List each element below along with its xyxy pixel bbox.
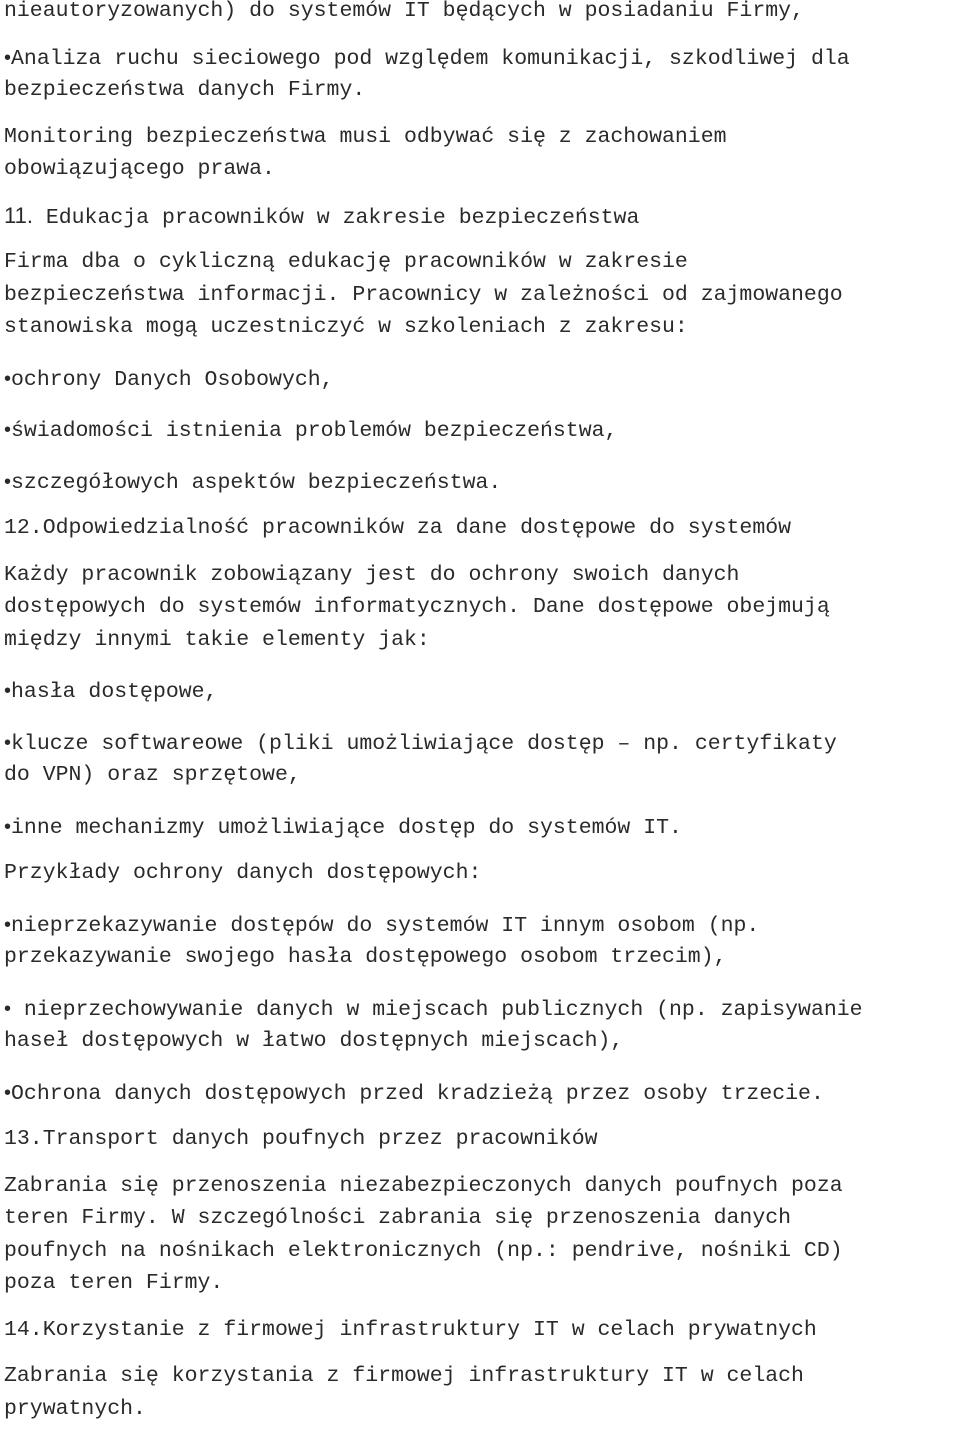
bullet-item [4,1077,956,1110]
text-line: Ochrona danych dostępowych przed kradzieżą przez osoby trzecie. [11,1081,824,1106]
section-heading [4,512,956,545]
text-line: ochrony Danych Osobowych, [11,367,334,392]
text-line: bezpieczeństwa informacji. Pracownicy w zależności od zajmowanego [4,282,843,307]
text-line: klucze softwareowe (pliki umożliwiające dostęp – np. certyfikaty [11,731,837,756]
paragraph [4,857,956,890]
text-line: świadomości istnienia problemów bezpieczeństwa, [11,419,618,443]
document-page [4,0,956,1425]
bullet-item [4,675,956,708]
text-line: Każdy pracownik zobowiązany jest do ochrony swoich danych [4,562,740,587]
text-line: haseł dostępowych w łatwo dostępnych miejscach), [4,1029,624,1053]
bullet-item [4,42,956,107]
section-title: 12.Odpowiedzialność pracowników za dane dostępowe do systemów [4,516,792,540]
text-line: poza teren Firmy. [4,1271,224,1295]
paragraph [4,246,956,344]
text-line: Zabrania się przenoszenia niezabezpieczonych danych poufnych poza [4,1173,843,1198]
text-line: inne mechanizmy umożliwiające dostęp do systemów IT. [11,815,682,840]
text-line: dostępowych do systemów informatycznych. Dane dostępowe obejmują [4,595,830,619]
bullet-icon: • [4,913,12,936]
text-line: obowiązującego prawa. [4,157,275,181]
text-line: nieprzekazywanie dostępów do systemów IT innym osobom (np. [11,913,760,938]
bullet-item [4,414,956,447]
bullet-icon: • [4,815,12,838]
text-line: poufnych na nośnikach elektronicznych (np.: pendrive, nośniki CD) [4,1238,843,1263]
text-line: hasła dostępowe, [11,680,218,704]
text-line: między innymi takie elementy jak: [4,627,430,652]
bullet-item [4,909,956,974]
text-line: przekazywanie swojego hasła dostępowego osobom trzecim), [4,945,727,969]
bullet-icon: • [4,680,12,702]
paragraph [4,0,956,28]
section-title: Edukacja pracowników w zakresie bezpieczeństwa [32,205,640,230]
bullet-icon: • [4,731,12,754]
text-line: Firma dba o cykliczną edukację pracowników w zakresie [4,250,688,274]
text-line: nieprzechowywanie danych w miejscach publicznych (np. zapisywanie [11,997,863,1022]
bullet-item [4,811,956,844]
bullet-item [4,363,956,396]
text-line: Analiza ruchu sieciowego pod względem komunikacji, szkodliwej dla [11,46,850,71]
section-number: 11. [4,202,33,228]
section-heading [4,1314,956,1347]
text-line: stanowiska mogą uczestniczyć w szkoleniach z zakresu: [4,315,688,339]
text-line: nieautoryzowanych) do systemów IT będących w posiadaniu Firmy, [4,0,804,23]
bullet-item [4,727,956,792]
section-heading [4,1123,956,1156]
bullet-icon: • [4,470,12,493]
bullet-icon: • [4,419,12,441]
text-line: teren Firmy. W szczególności zabrania się przenoszenia danych [4,1206,792,1230]
paragraph [4,121,956,186]
paragraph [4,1360,956,1425]
bullet-icon: • [4,367,12,390]
text-line: szczegółowych aspektów bezpieczeństwa. [11,470,502,495]
bullet-icon: • [4,997,12,1020]
bullet-icon: • [4,1081,12,1104]
bullet-item [4,993,956,1058]
text-line: do VPN) oraz sprzętowe, [4,763,301,787]
section-title: 13.Transport danych poufnych przez pracowników [4,1127,598,1151]
text-line: Zabrania się korzystania z firmowej infrastruktury IT w celach [4,1364,804,1388]
bullet-icon: • [4,46,12,69]
bullet-item [4,466,956,499]
paragraph [4,1170,956,1300]
text-line: Monitoring bezpieczeństwa musi odbywać się z zachowaniem [4,124,727,149]
section-heading [4,200,956,233]
text-line: prywatnych. [4,1396,146,1421]
text-line: Przykłady ochrony danych dostępowych: [4,861,482,885]
paragraph [4,559,956,657]
text-line: bezpieczeństwa danych Firmy. [4,78,366,102]
section-title: 14.Korzystanie z firmowej infrastruktury IT w celach prywatnych [4,1317,817,1342]
